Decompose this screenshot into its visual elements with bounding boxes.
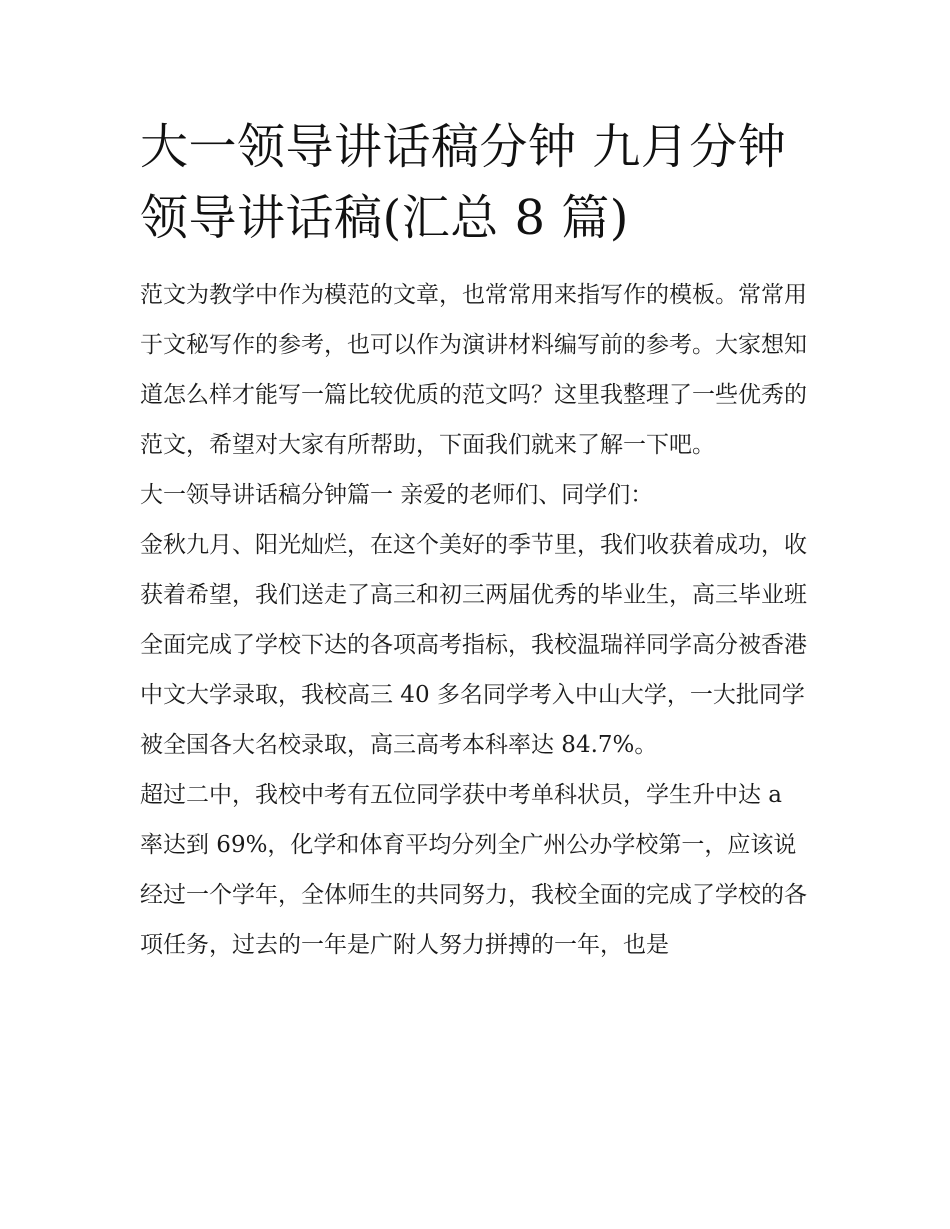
paragraph-intro: 范文为教学中作为模范的文章，也常常用来指写作的模板。常常用于文秘写作的参考，也可以作为演讲材料编写前的参考。大家想知道怎么样才能写一篇比较优质的范文吗？这里我整理了一些优秀的范文，希望对大家有所帮助，下面我们就来了解一下吧。 — [140, 282, 807, 458]
paragraph-achievements: 金秋九月、阳光灿烂，在这个美好的季节里，我们收获着成功，收获着希望，我们送走了高三和初三两届优秀的毕业生，高三毕业班全面完成了学校下达的各项高考指标，我校温瑞祥同学高分被香港中文大学录取，我校高三 40 多名同学考入中山大学，一大批同学被全国各大名校录取，高三高考本科率达 84.7%。 — [140, 532, 807, 758]
document-title: 大一领导讲话稿分钟 九月分钟领导讲话稿(汇总 8 篇) — [140, 119, 787, 246]
document-page — [140, 112, 812, 970]
paragraph-continuation: 超过二中，我校中考有五位同学获中考单科状员，学生升中达 a 率达到 69%，化学和体育平均分列全广州公办学校第一，应该说经过一个学年，全体师生的共同努力，我校全面的完成了学校的各项任务，过去的一年是广附人努力拼搏的一年，也是 — [140, 782, 807, 958]
document-body — [140, 270, 812, 970]
paragraph-section-heading: 大一领导讲话稿分钟篇一 亲爱的老师们、同学们： — [140, 482, 654, 508]
